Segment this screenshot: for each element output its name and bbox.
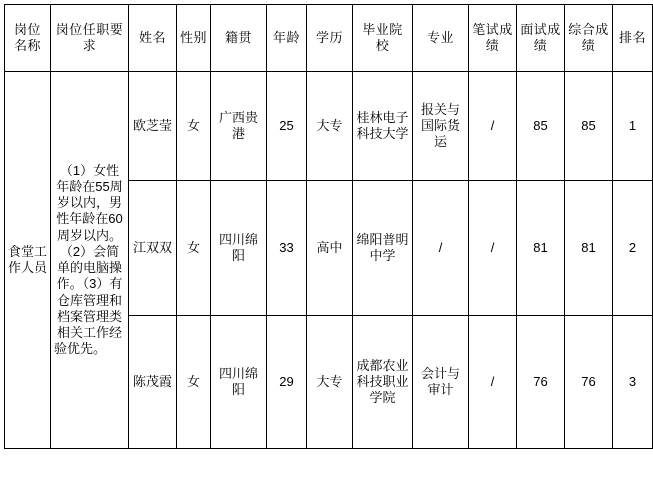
cell-name: 陈茂霞 [129, 316, 177, 449]
cell-name: 江双双 [129, 181, 177, 316]
header-name: 姓名 [129, 5, 177, 72]
cell-education: 大专 [307, 316, 353, 449]
cell-interview-score: 81 [517, 181, 565, 316]
cell-name: 欧芝莹 [129, 72, 177, 181]
cell-written-score: / [469, 72, 517, 181]
cell-sex: 女 [177, 181, 211, 316]
header-interview-score: 面试成绩 [517, 5, 565, 72]
header-origin: 籍贯 [211, 5, 267, 72]
header-written-score: 笔试成绩 [469, 5, 517, 72]
cell-sex: 女 [177, 72, 211, 181]
cell-interview-score: 85 [517, 72, 565, 181]
cell-requirements: （1）女性年龄在55周岁以内，男性年龄在60周岁以内。（2）会简单的电脑操作。（3）有仓库管理和档案管理类相关工作经验优先。 [51, 72, 129, 449]
cell-major: 会计与审计 [413, 316, 469, 449]
cell-major: / [413, 181, 469, 316]
cell-age: 33 [267, 181, 307, 316]
candidate-results-table [4, 4, 653, 449]
cell-total-score: 76 [565, 316, 613, 449]
header-age: 年龄 [267, 5, 307, 72]
cell-major: 报关与国际货运 [413, 72, 469, 181]
document-page [0, 4, 646, 499]
header-requirements: 岗位任职要求 [51, 5, 129, 72]
cell-written-score: / [469, 181, 517, 316]
cell-origin: 广西贵港 [211, 72, 267, 181]
header-education: 学历 [307, 5, 353, 72]
cell-rank: 2 [613, 181, 653, 316]
table-row [5, 72, 653, 181]
cell-written-score: / [469, 316, 517, 449]
header-sex: 性别 [177, 5, 211, 72]
cell-school: 成都农业科技职业学院 [353, 316, 413, 449]
cell-total-score: 85 [565, 72, 613, 181]
cell-sex: 女 [177, 316, 211, 449]
cell-rank: 3 [613, 316, 653, 449]
table-header-row [5, 5, 653, 72]
header-post-name: 岗位名称 [5, 5, 51, 72]
cell-education: 大专 [307, 72, 353, 181]
cell-education: 高中 [307, 181, 353, 316]
header-rank: 排名 [613, 5, 653, 72]
cell-interview-score: 76 [517, 316, 565, 449]
header-school: 毕业院校 [353, 5, 413, 72]
header-total-score: 综合成绩 [565, 5, 613, 72]
header-major: 专业 [413, 5, 469, 72]
cell-age: 25 [267, 72, 307, 181]
cell-school: 桂林电子科技大学 [353, 72, 413, 181]
cell-school: 绵阳普明中学 [353, 181, 413, 316]
cell-total-score: 81 [565, 181, 613, 316]
cell-origin: 四川绵阳 [211, 316, 267, 449]
cell-post-name: 食堂工作人员 [5, 72, 51, 449]
cell-origin: 四川绵阳 [211, 181, 267, 316]
cell-age: 29 [267, 316, 307, 449]
cell-rank: 1 [613, 72, 653, 181]
